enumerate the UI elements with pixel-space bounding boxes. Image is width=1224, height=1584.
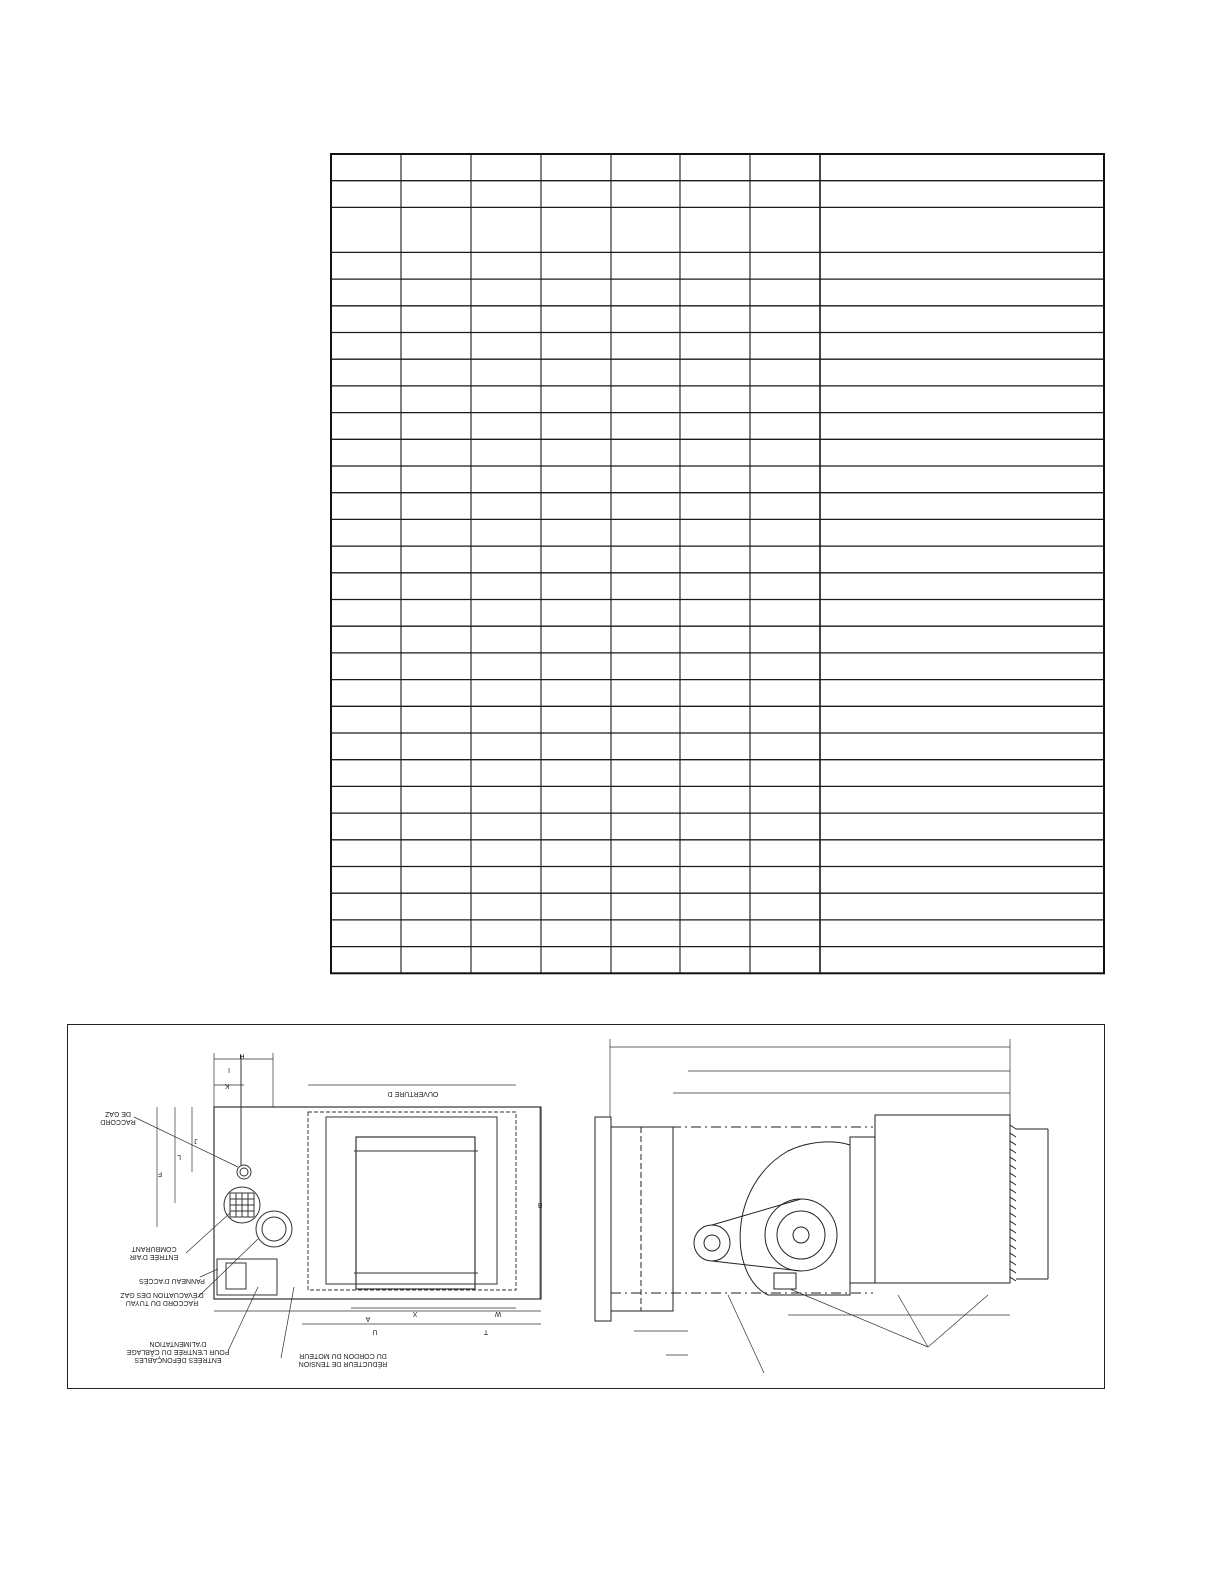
belt-bottom — [712, 1261, 801, 1271]
blower-hub — [793, 1227, 809, 1243]
leader-r4 — [728, 1295, 764, 1373]
leader-strain — [281, 1287, 294, 1358]
callout-knockouts-line-2: POUR L'ENTRÉE DU CÂBLAGE — [126, 1348, 230, 1355]
heat-exchanger-fin — [1010, 1261, 1016, 1265]
heat-exchanger-fin — [1010, 1237, 1016, 1241]
cabinet-collar — [850, 1137, 875, 1283]
heat-exchanger-fin — [1010, 1221, 1016, 1225]
leader-gas — [134, 1117, 238, 1167]
dim-label-a: A — [365, 1315, 371, 1322]
dim-label-t: T — [483, 1328, 489, 1335]
leader-air — [186, 1213, 230, 1253]
dimension-drawing-panel — [67, 1024, 1105, 1389]
dim-label-i: I — [228, 1066, 230, 1073]
callout-strain-relief-line-1: RÉDUCTEUR DE TENSION — [298, 1360, 388, 1367]
dim-label-b: B — [537, 1201, 543, 1208]
blower-wheel — [765, 1199, 837, 1271]
heat-exchanger-fin — [1010, 1125, 1016, 1129]
mounting-bracket — [774, 1273, 796, 1289]
leader-panel — [200, 1269, 218, 1277]
vent-connection-outer — [256, 1211, 292, 1247]
front-plate — [611, 1127, 673, 1311]
heater-dimension-drawing — [68, 1025, 1106, 1390]
leader-r1 — [898, 1295, 928, 1347]
heat-exchanger-fin — [1010, 1141, 1016, 1145]
heat-exchanger-fin — [1010, 1213, 1016, 1217]
heat-exchanger-fin — [1010, 1277, 1016, 1281]
dim-label-h: H — [239, 1052, 245, 1059]
dim-label-k: K — [224, 1082, 230, 1089]
dim-label-j: J — [194, 1137, 198, 1144]
callout-combustion-air-line-2: COMBURANT — [131, 1245, 177, 1252]
callout-knockouts-line-3: D'ALIMENTATION — [149, 1340, 207, 1347]
belt-top — [712, 1199, 801, 1225]
heat-exchanger-fin — [1010, 1157, 1016, 1161]
heat-exchanger-fin — [1010, 1253, 1016, 1257]
callout-knockouts-line-1: ENTRÉES DÉFONÇABLES — [134, 1356, 222, 1363]
dim-label-f: F — [157, 1170, 163, 1177]
motor-pulley-hub — [704, 1235, 720, 1251]
front-flange — [595, 1117, 611, 1321]
leader-r2 — [928, 1295, 988, 1347]
dim-label-u: U — [372, 1328, 378, 1335]
heat-exchanger-fin — [1010, 1197, 1016, 1201]
leader-r3 — [790, 1289, 928, 1347]
heat-exchanger-fin — [1010, 1173, 1016, 1177]
heat-exchanger-fin — [1010, 1189, 1016, 1193]
callout-gas-connection-line-1: RACCORD — [100, 1118, 136, 1125]
rear-view-drawing — [214, 1107, 541, 1390]
leader-vent — [198, 1239, 258, 1297]
motor-pulley — [694, 1225, 730, 1261]
callout-gas-connection-line-2: DE GAZ — [104, 1110, 132, 1117]
callout-vent-connection-line-2: D'ÉVACUATION DES GAZ — [120, 1291, 204, 1298]
vent-connection-inner — [262, 1217, 286, 1241]
opening-label: OUVERTURE D — [387, 1090, 439, 1097]
callout-access-panel-line-1: PANNEAU D'ACCÈS — [139, 1277, 205, 1284]
table-border — [331, 154, 1104, 973]
heat-exchanger-fin — [1010, 1229, 1016, 1233]
heat-exchanger-fin — [1010, 1149, 1016, 1153]
callout-strain-relief-line-2: DU CORDON DU MOTEUR — [299, 1352, 387, 1359]
gas-connection-center — [240, 1168, 248, 1176]
blower-hub-ring — [777, 1211, 825, 1259]
dim-label-l: L — [177, 1153, 181, 1160]
leader-knockouts — [228, 1287, 258, 1351]
heat-exchanger-fin — [1010, 1205, 1016, 1209]
dim-label-w: W — [494, 1310, 502, 1317]
gas-connection-ring — [237, 1165, 251, 1179]
callout-combustion-air-line-1: ENTRÉE D'AIR — [129, 1253, 179, 1260]
heat-exchanger-fin — [1010, 1269, 1016, 1273]
heat-exchanger-fin — [1010, 1165, 1016, 1169]
heater-cabinet — [875, 1115, 1010, 1283]
heat-exchanger-fin — [1010, 1181, 1016, 1185]
dim-label-x: X — [412, 1310, 418, 1317]
heat-exchanger-fin — [1010, 1133, 1016, 1137]
callout-vent-connection-line-1: RACCORD DU TUYAU — [125, 1299, 199, 1306]
heat-exchanger-fin — [1010, 1245, 1016, 1249]
